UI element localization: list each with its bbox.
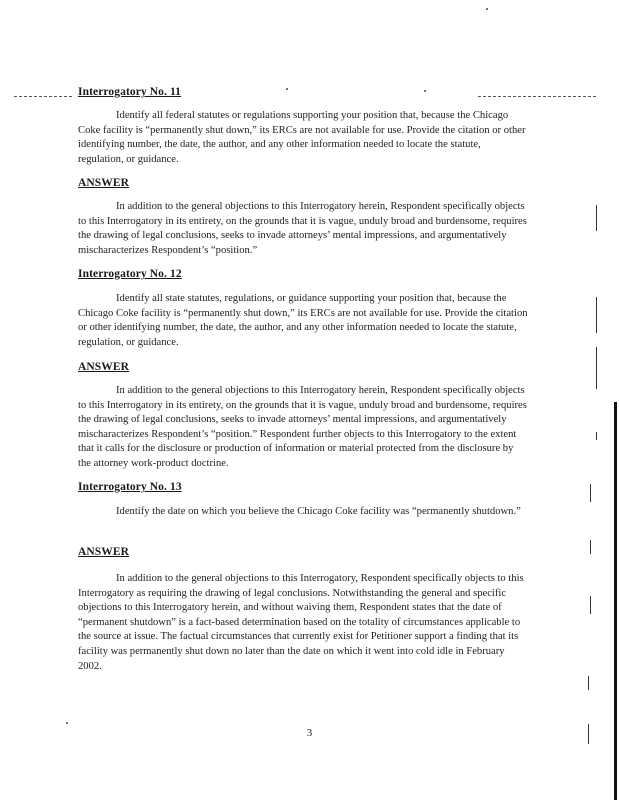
answer-13-text: In addition to the general objections to this Interrogatory, Respondent specifically objects to this Interrogatory as requiring the drawing of legal conclusions. Notwithstanding the general and specific objections to this Interrogatory herein, and without waiving them, Respondent states that the date of “permanent shutdown” is a fact-based determination based on the totality of circumstances applicable to the source at issue. The factual circumstances that currently exist for Petitioner support a finding that its facility was permanently shut down no later than the date on which it went into cold idle in February 2002. [78,573,524,672]
interrogatory-11-heading: Interrogatory No. 11 [78,86,182,98]
answer-11-text: In addition to the general objections to this Interrogatory herein, Respondent specifically objects to this Interrogatory in its entirety, on the grounds that it is vague, unduly broad and burdensome, requires the drawing of legal conclusions, seeks to invade attorneys’ mental impressions, and argumentatively mischaracterizes Respondent’s “position.” [78,201,527,256]
scan-artifact-dashes-right [478,96,596,97]
scan-artifact-margin-mark [588,676,589,690]
answer-12-text: In addition to the general objections to this Interrogatory herein, Respondent specifically objects to this Interrogatory in its entirety, on the grounds that it is vague, unduly broad and burdensome, requires the drawing of legal conclusions, seeks to invade attorneys’ mental impressions, and argumentatively mischaracterizes Respondent’s “position.” Respondent further objects to this Interrogatory to the extent that it calls for the disclosure or production of information or material protected from the disclosure by the attorney work-product doctrine. [78,385,527,469]
interrogatory-12-text: Identify all state statutes, regulations, or guidance supporting your position that, because the Chicago Coke facility is “permanently shut down,” its ERCs are not available for use. Provide the citation or other identifying number, the date, the author, and any other information needed to locate the statute, regulation, or guidance. [78,293,528,348]
answer-13-heading: ANSWER [78,546,130,558]
interrogatory-12-heading: Interrogatory No. 12 [78,268,182,280]
scan-artifact-speck [66,722,68,724]
answer-11-heading: ANSWER [78,177,130,189]
scan-artifact-margin-mark [596,205,597,231]
interrogatory-13-heading: Interrogatory No. 13 [78,481,182,493]
scan-artifact-speck [424,90,426,92]
interrogatory-13-text: Identify the date on which you believe the Chicago Coke facility was “permanently shutdown.” [116,506,521,517]
scan-artifact-speck [486,8,488,10]
scan-artifact-margin-mark [590,596,591,614]
scan-artifact-speck [286,88,288,90]
page-number: 3 [306,727,313,739]
scan-artifact-margin-mark [590,484,591,502]
scan-artifact-margin-mark [590,540,591,554]
scan-artifact-dashes-left [14,96,72,97]
scan-artifact-edge-bar [614,402,617,800]
scan-artifact-margin-mark [596,432,597,440]
scan-artifact-margin-mark [596,347,597,389]
scan-artifact-margin-mark [596,297,597,333]
answer-12-heading: ANSWER [78,361,130,373]
interrogatory-11-text: Identify all federal statutes or regulations supporting your position that, because the Chicago Coke facility is “permanently shut down,” its ERCs are not available for use. Provide the citation or other identifying number, the date, the author, and any other information needed to locate the statute, regulation, or guidance. [78,110,526,165]
